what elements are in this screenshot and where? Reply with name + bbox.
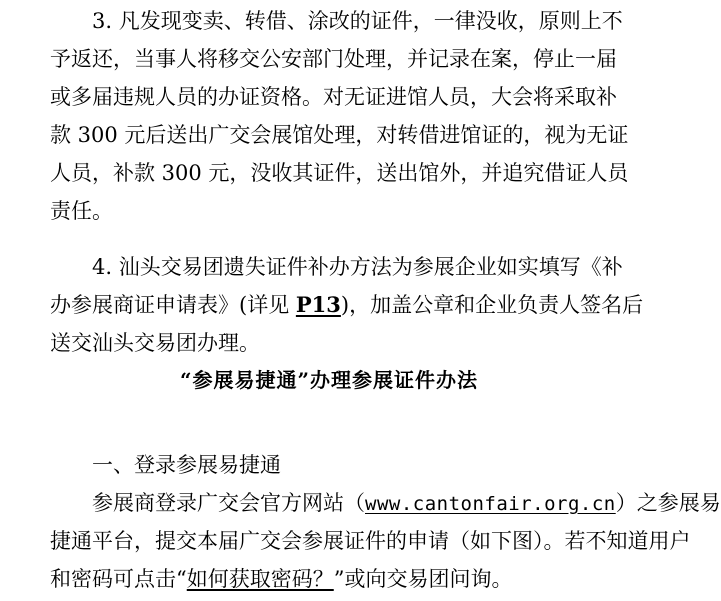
item3-line1: 3. 凡发现变卖、转借、涂改的证件，一律没收，原则上不 bbox=[92, 9, 623, 33]
step1-line1 bbox=[92, 490, 721, 517]
item3-line6: 责任。 bbox=[50, 199, 113, 223]
item3-line4: 款 300 元后送出广交会展馆处理，对转借进馆证的，视为无证 bbox=[50, 123, 629, 147]
item4-line2-text: 办参展商证申请表》(详见 bbox=[50, 293, 296, 317]
step1-line3-tail: ”或向交易团问询。 bbox=[333, 567, 513, 591]
item3-line3: 或多届违规人员的办证资格。对无证进馆人员，大会将采取补 bbox=[50, 85, 617, 109]
website-link[interactable]: www.cantonfair.org.cn bbox=[365, 493, 616, 515]
step1-line3-text: 和密码可点击“ bbox=[50, 567, 187, 591]
step1-line1-tail: ）之参展易 bbox=[615, 491, 721, 515]
step1-heading: 一、登录参展易捷通 bbox=[92, 453, 281, 477]
item3-line5: 人员，补款 300 元，没收其证件，送出馆外，并追究借证人员 bbox=[50, 161, 629, 185]
item3-line2: 予返还，当事人将移交公安部门处理，并记录在案，停止一届 bbox=[50, 47, 617, 71]
section-title: “参展易捷通”办理参展证件办法 bbox=[180, 368, 479, 392]
step1-line1-text: 参展商登录广交会官方网站（ bbox=[92, 491, 365, 515]
item4-line1: 4. 汕头交易团遗失证件补办方法为参展企业如实填写《补 bbox=[92, 255, 623, 279]
item4-line2-tail: )，加盖公章和企业负责人签名后 bbox=[340, 293, 644, 317]
step1-line2: 捷通平台，提交本届广交会参展证件的申请（如下图）。若不知道用户 bbox=[50, 529, 691, 553]
get-password-link[interactable]: 如何获取密码？ bbox=[186, 567, 334, 591]
item4-line2 bbox=[50, 292, 643, 318]
item4-line3: 送交汕头交易团办理。 bbox=[50, 331, 260, 355]
step1-line3 bbox=[50, 566, 513, 592]
page-reference: P13 bbox=[295, 292, 341, 317]
